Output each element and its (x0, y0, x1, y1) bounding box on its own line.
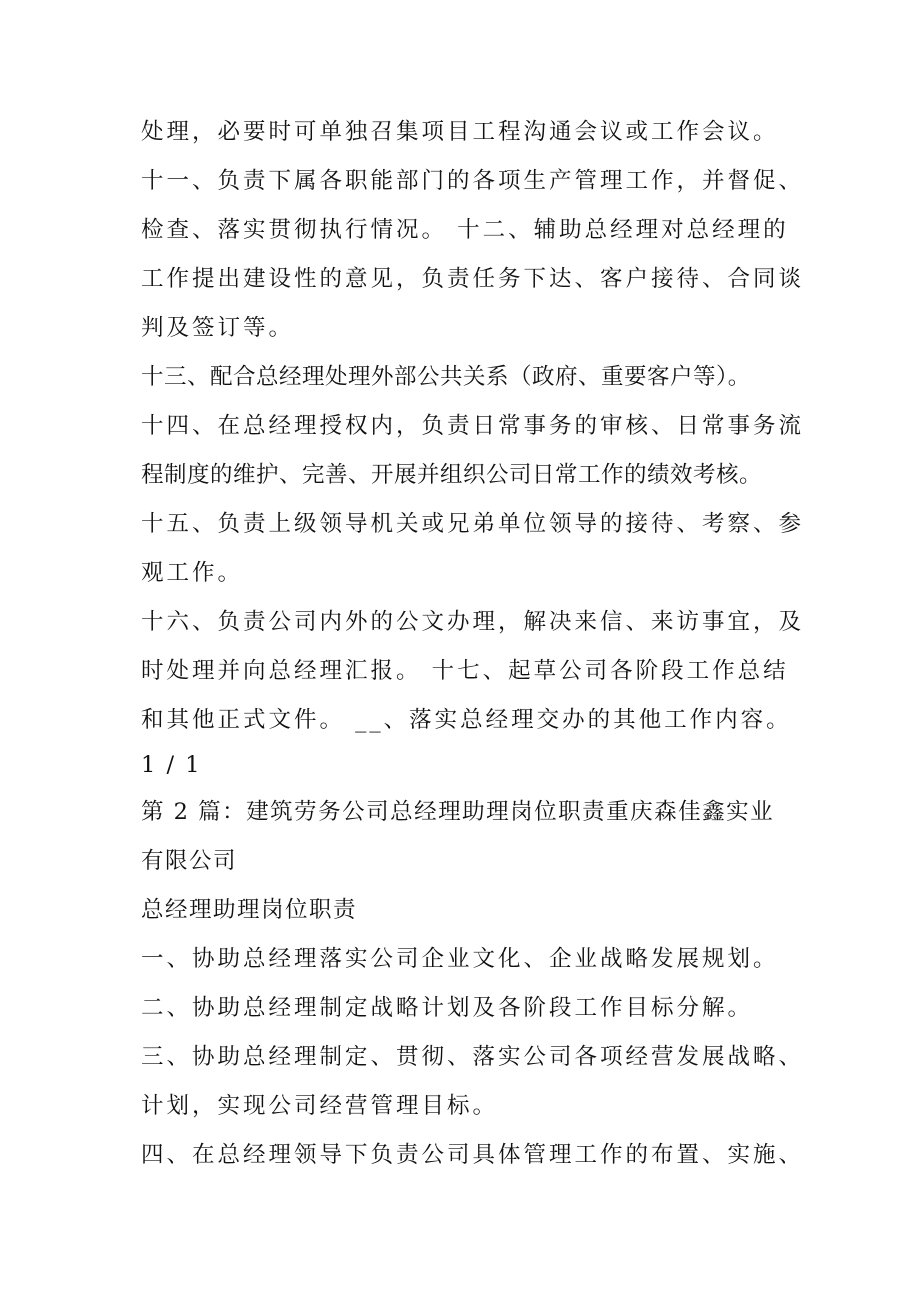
document-title: 总经理助理岗位职责 (141, 897, 358, 923)
text-line-3: 检查、落实贯彻执行情况。 十二、辅助总经理对总经理的 (141, 217, 789, 243)
text-line-4: 工作提出建设性的意见，负责任务下达、客户接待、合同谈 (141, 266, 805, 292)
text-line-22: 四、在总经理领导下负责公司具体管理工作的布置、实施、 (141, 1142, 805, 1168)
text-line-10: 观工作。 (141, 560, 244, 586)
text-line-9: 十五、负责上级领导机关或兄弟单位领导的接待、考察、参 (141, 511, 805, 537)
text-line-19: 二、协助总经理制定战略计划及各阶段工作目标分解。 (141, 995, 754, 1021)
text-line-13: 和其他正式文件。 __、落实总经理交办的其他工作内容。 (141, 707, 792, 733)
text-line-5: 判及签订等。 (141, 315, 295, 341)
section-heading: 第 2 篇：建筑劳务公司总经理助理岗位职责重庆森佳鑫实业 (141, 799, 775, 825)
text-line-12: 时处理并向总经理汇报。 十七、起草公司各阶段工作总结 (141, 658, 789, 684)
text-line-8: 程制度的维护、完善、开展并组织公司日常工作的绩效考核。 (141, 462, 763, 488)
text-line-16: 有限公司 (141, 848, 238, 874)
text-line-2: 十一、负责下属各职能部门的各项生产管理工作，并督促、 (141, 168, 805, 194)
text-line-7: 十四、在总经理授权内，负责日常事务的审核、日常事务流 (141, 413, 805, 439)
text-line-11: 十六、负责公司内外的公文办理，解决来信、来访事宜，及 (141, 609, 805, 635)
text-line-20: 三、协助总经理制定、贯彻、落实公司各项经营发展战略、 (141, 1044, 805, 1070)
text-line-6: 十三、配合总经理处理外部公共关系（政府、重要客户等）。 (141, 364, 751, 390)
page-number: 1 / 1 (141, 752, 202, 778)
text-line-1: 处理，必要时可单独召集项目工程沟通会议或工作会议。 (141, 119, 779, 145)
text-line-21: 计划，实现公司经营管理目标。 (141, 1093, 499, 1119)
text-line-18: 一、协助总经理落实公司企业文化、企业战略发展规划。 (141, 946, 779, 972)
